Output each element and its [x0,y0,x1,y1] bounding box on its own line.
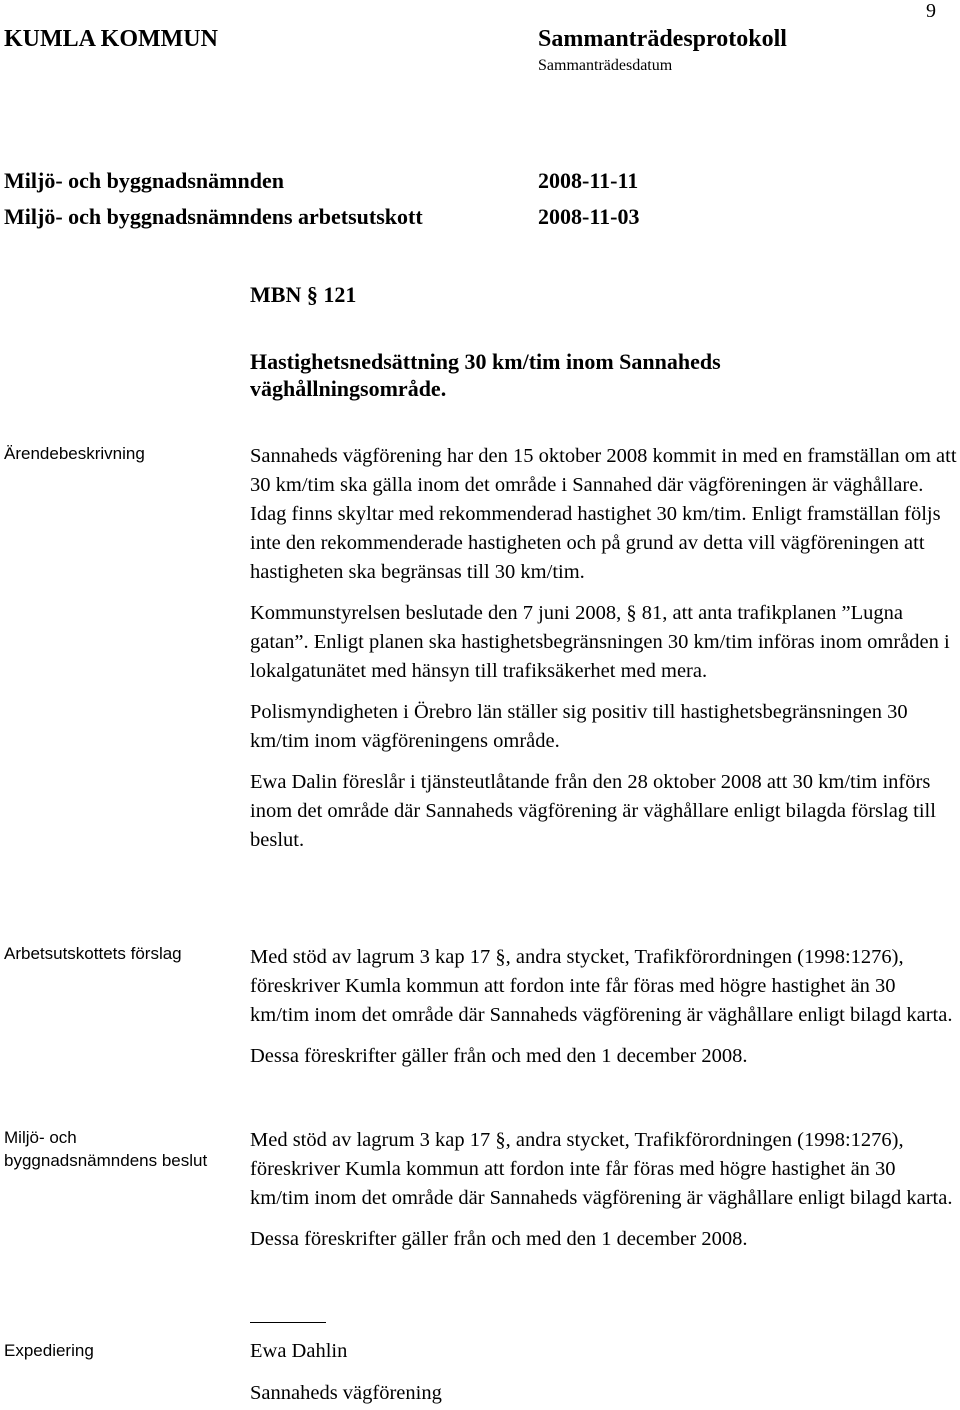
meeting-body: Miljö- och byggnadsnämnden [4,168,284,193]
dispatch-recipient: Sannaheds vägförening [250,1382,442,1404]
meeting-date: 2008-11-11 [538,168,639,193]
committee-proposal-text [250,943,958,1071]
paragraph: Kommunstyrelsen beslutade den 7 juni 2008, § 81, att anta trafikplanen ”Lugna gatan”. Enligt planen ska hastighetsbegränsningen 30 km/tim införas inom områden i lokalgatunätet med hänsyn till trafiksäkerhet med mera. [250,602,950,682]
section-label-board-decision [4,1126,207,1172]
meeting-date-label: Sammanträdesdatum [538,57,673,74]
meeting-body: Miljö- och byggnadsnämndens arbetsutskott [4,204,423,229]
section-label-committee-proposal: Arbetsutskottets förslag [4,944,182,963]
board-decision-text [250,1126,958,1254]
paragraph: Med stöd av lagrum 3 kap 17 §, andra stycket, Trafikförordningen (1998:1276), föreskriver Kumla kommun att fordon inte får föras med högre hastighet än 30 km/tim inom det område där Sannaheds vägförening är väghållare enligt bilagd karta. [250,1129,953,1209]
case-number: MBN § 121 [250,282,357,307]
description-text [250,442,958,855]
org-name: KUMLA KOMMUN [4,26,218,52]
label-line: byggnadsnämndens beslut [4,1151,208,1170]
paragraph: Dessa föreskrifter gäller från och med den 1 december 2008. [250,1045,748,1067]
paragraph: Ewa Dalin föreslår i tjänsteutlåtande från den 28 oktober 2008 att 30 km/tim införs inom det område där Sannaheds vägförening är väghållare enligt bilagda förslag till beslut. [250,771,936,851]
document-type: Sammanträdesprotokoll [538,26,787,52]
case-title-line: Hastighetsnedsättning 30 km/tim inom Sannaheds [250,349,721,374]
paragraph: Med stöd av lagrum 3 kap 17 §, andra stycket, Trafikförordningen (1998:1276), föreskriver Kumla kommun att fordon inte får föras med högre hastighet än 30 km/tim inom det område där Sannaheds vägförening är väghållare enligt bilagd karta. [250,946,953,1026]
case-title-line: väghållningsområde. [250,376,447,401]
paragraph: Sannaheds vägförening har den 15 oktober 2008 kommit in med en framställan om att 30 km/tim ska gälla inom det område i Sannahed där vägföreningen är väghållare. Idag finns skyltar med rekommenderad hastighet 30 km/tim. Enligt framställan följs inte den rekommenderade hastigheten och på grund av detta vill vägföreningen att hastigheten ska begränsas till 30 km/tim. [250,445,957,583]
paragraph: Dessa föreskrifter gäller från och med den 1 december 2008. [250,1228,748,1250]
divider-line [250,1322,326,1323]
section-label-description: Ärendebeskrivning [4,444,145,463]
page-number: 9 [926,0,936,22]
case-title [250,348,721,402]
meeting-date: 2008-11-03 [538,204,640,229]
paragraph: Polismyndigheten i Örebro län ställer sig positiv till hastighetsbegränsningen 30 km/tim inom vägföreningens område. [250,701,908,752]
label-line: Miljö- och [4,1128,77,1147]
dispatch-recipient: Ewa Dahlin [250,1340,348,1362]
section-label-dispatch: Expediering [4,1341,94,1360]
